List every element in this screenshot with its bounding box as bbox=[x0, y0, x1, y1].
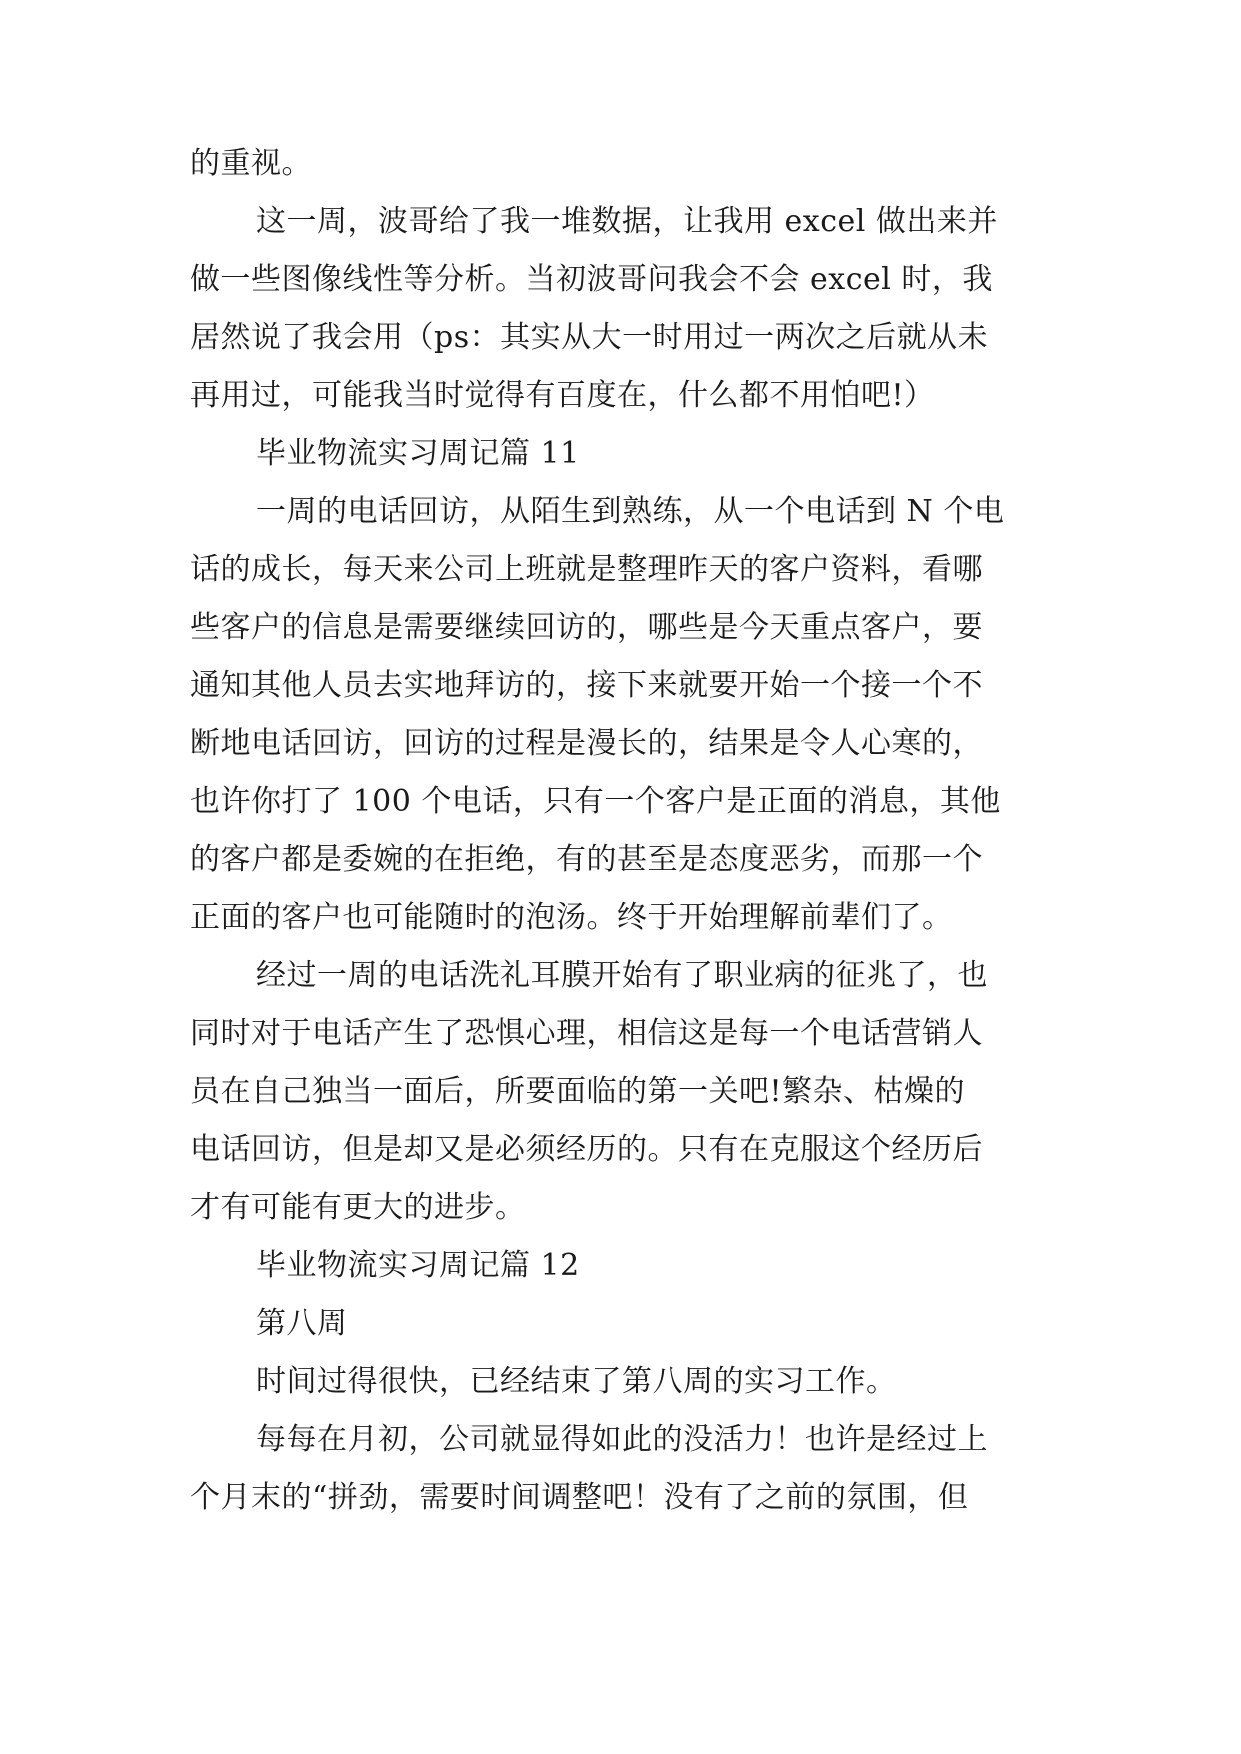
text-line: 正面的客户也可能随时的泡汤。终于开始理解前辈们了。 bbox=[190, 900, 953, 935]
text-line: 话的成长，每天来公司上班就是整理昨天的客户资料，看哪 bbox=[190, 552, 983, 587]
section-heading: 毕业物流实习周记篇 12 bbox=[256, 1248, 580, 1283]
sub-heading: 第八周 bbox=[256, 1306, 348, 1341]
text-line: 时间过得很快，已经结束了第八周的实习工作。 bbox=[256, 1364, 897, 1399]
text-line: 也许你打了 100 个电话，只有一个客户是正面的消息，其他 bbox=[190, 784, 1001, 819]
text-line: 的客户都是委婉的在拒绝，有的甚至是态度恶劣，而那一个 bbox=[190, 842, 983, 877]
text-line: 每每在月初，公司就显得如此的没活力！也许是经过上 bbox=[256, 1422, 988, 1457]
text-line: 员在自己独当一面后，所要面临的第一关吧!繁杂、枯燥的 bbox=[190, 1074, 966, 1109]
text-line: 才有可能有更大的进步。 bbox=[190, 1190, 526, 1225]
text-line: 经过一周的电话洗礼耳膜开始有了职业病的征兆了，也 bbox=[256, 958, 988, 993]
text-line: 通知其他人员去实地拜访的，接下来就要开始一个接一个不 bbox=[190, 668, 983, 703]
text-line: 一周的电话回访，从陌生到熟练，从一个电话到 N 个电 bbox=[256, 494, 1005, 529]
text-line: 的重视。 bbox=[190, 146, 312, 181]
text-line: 再用过，可能我当时觉得有百度在，什么都不用怕吧!） bbox=[190, 378, 935, 413]
text-line: 做一些图像线性等分析。当初波哥问我会不会 excel 时，我 bbox=[190, 262, 993, 297]
text-line: 些客户的信息是需要继续回访的，哪些是今天重点客户，要 bbox=[190, 610, 983, 645]
section-heading: 毕业物流实习周记篇 11 bbox=[256, 436, 580, 471]
text-line: 同时对于电话产生了恐惧心理，相信这是每一个电话营销人 bbox=[190, 1016, 983, 1051]
text-line: 这一周，波哥给了我一堆数据，让我用 excel 做出来并 bbox=[256, 204, 998, 239]
text-line: 断地电话回访，回访的过程是漫长的，结果是令人心寒的， bbox=[190, 726, 983, 761]
text-line: 居然说了我会用（ps：其实从大一时用过一两次之后就从未 bbox=[190, 320, 989, 355]
text-line: 电话回访，但是却又是必须经历的。只有在克服这个经历后 bbox=[190, 1132, 983, 1167]
text-line: 个月末的“拼劲，需要时间调整吧！没有了之前的氛围，但 bbox=[190, 1480, 969, 1515]
